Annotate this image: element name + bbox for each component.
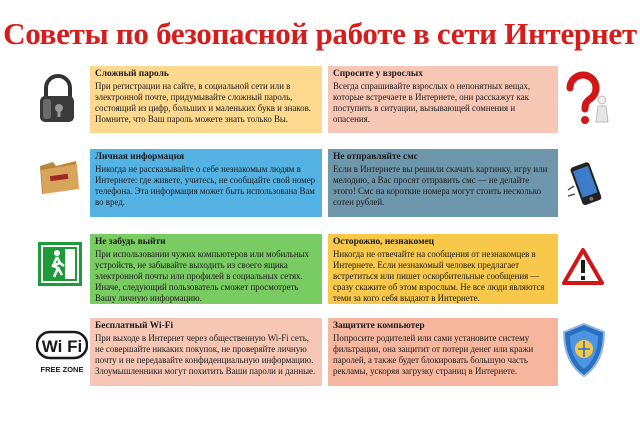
card-logout	[90, 234, 322, 304]
exit-sign-icon	[38, 242, 82, 286]
padlock-icon	[36, 74, 80, 124]
wifi-icon	[36, 330, 88, 374]
card-password	[90, 66, 322, 133]
card-ask-adults	[328, 66, 558, 133]
card-text: Никогда не отвечайте на сообщения от незнакомцев в Интернете. Если незнакомый человек предлагает встретиться или пишет оскорбительные сообщения — сразу скажите об этом взрослым. Не все люди являются теми за кого себя выдают в Интернете.	[333, 248, 545, 304]
card-personal-info	[90, 149, 322, 217]
card-protect	[328, 318, 558, 386]
wifi-label-top: Wi Fi	[41, 337, 83, 356]
warning-icon	[562, 248, 604, 286]
card-wifi	[90, 318, 322, 386]
card-text: Всегда спрашивайте взрослых о непонятных вещах, которые встречаете в Интернете, они расскажут как поступить в ситуации, вызывающей сомнения и опасения.	[333, 80, 531, 125]
card-title: Не отправляйте смс	[333, 152, 418, 162]
card-title: Не забудь выйти	[95, 237, 166, 247]
page-title: Советы по безопасной работе в сети Интернет	[3, 16, 637, 51]
card-stranger	[328, 234, 558, 304]
card-title: Личная информация	[95, 152, 185, 162]
card-text: Никогда не рассказывайте о себе незнакомым людям в Интернете: где живете, учитесь, не сообщайте свой номер телефона. Эта информация может быть использована Вам во вред.	[95, 163, 316, 208]
folder-icon	[38, 158, 80, 196]
card-title: Бесплатный Wi-Fi	[95, 321, 174, 331]
card-text: При регистрации на сайте, в социальной сети или в электронной почте, придумывайте сложный пароль, состоящий из цифр, больших и маленьких букв и знаков. Помните, что Ваш пароль можете знать только Вы.	[95, 80, 311, 125]
shield-icon	[560, 322, 608, 378]
card-text: Если в Интернете вы решили скачать картинку, игру или мелодию, а Вас просят отправить смс — не делайте этого! Смс на короткие номера могут стоить несколько сотен рублей.	[333, 163, 548, 208]
card-text: При выходе в Интернет через общественную Wi-Fi сеть, не совершайте никаких покупок, не проверяйте личную почту и не передавайте конфиденциальную информацию. Злоумышленники могут похитить Ваши пароли и данные.	[95, 332, 316, 377]
card-sms	[328, 149, 558, 217]
card-title: Сложный пароль	[95, 69, 169, 79]
wifi-label: FREE ZONE	[40, 365, 84, 374]
card-text: При использовании чужих компьютеров или мобильных устройств, не забывайте выходить из своего ящика электронной почты или профилей в социальных сетях. Иначе, следующий пользователь сможет просмотреть Вашу личную информацию.	[95, 248, 309, 304]
card-title: Защитите компьютер	[333, 321, 425, 331]
card-title: Осторожно, незнакомец	[333, 237, 435, 247]
card-title: Спросите у взрослых	[333, 69, 423, 79]
question-mark-icon	[562, 70, 612, 128]
phone-icon	[566, 160, 604, 208]
card-text: Попросите родителей или сами установите систему фильтрации, она защитит от потери денег или кражи паролей, а также будет блокировать большую часть рекламы, ускоряя загрузку страниц в Интернете.	[333, 332, 534, 377]
